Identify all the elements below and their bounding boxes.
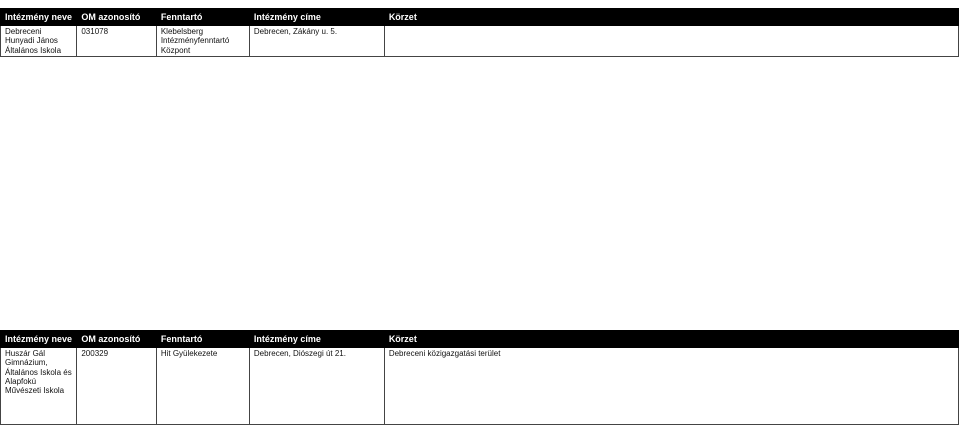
table-row	[1, 26, 959, 57]
header-korzet: Körzet	[384, 9, 958, 26]
school-address: Debrecen, Diószegi út 21.	[249, 348, 384, 425]
header-om-azonosito: OM azonosító	[77, 331, 156, 348]
district-table-1	[0, 8, 959, 57]
om-id: 200329	[77, 348, 156, 425]
table-row	[1, 348, 959, 425]
header-intezmeny-cime: Intézmény címe	[249, 9, 384, 26]
header-intezmeny-neve: Intézmény neve	[1, 9, 77, 26]
header-fenntarto: Fenntartó	[156, 9, 249, 26]
table-header-row	[1, 331, 959, 348]
maintainer: Klebelsberg Intézményfenntartó Központ	[156, 26, 249, 57]
district-table-2	[0, 330, 959, 425]
maintainer: Hit Gyülekezete	[156, 348, 249, 425]
om-id: 031078	[77, 26, 156, 57]
school-address: Debrecen, Zákány u. 5.	[249, 26, 384, 57]
school-name: Huszár Gál Gimnázium, Általános Iskola és Alapfokú Művészeti Iskola	[1, 348, 77, 425]
table-header-row	[1, 9, 959, 26]
district-description: Debreceni közigazgatási terület	[384, 348, 958, 425]
header-korzet: Körzet	[384, 331, 958, 348]
header-fenntarto: Fenntartó	[156, 331, 249, 348]
header-om-azonosito: OM azonosító	[77, 9, 156, 26]
district-streets	[384, 26, 958, 57]
header-intezmeny-cime: Intézmény címe	[249, 331, 384, 348]
school-name: Debreceni Hunyadi János Általános Iskola	[1, 26, 77, 57]
header-intezmeny-neve: Intézmény neve	[1, 331, 77, 348]
